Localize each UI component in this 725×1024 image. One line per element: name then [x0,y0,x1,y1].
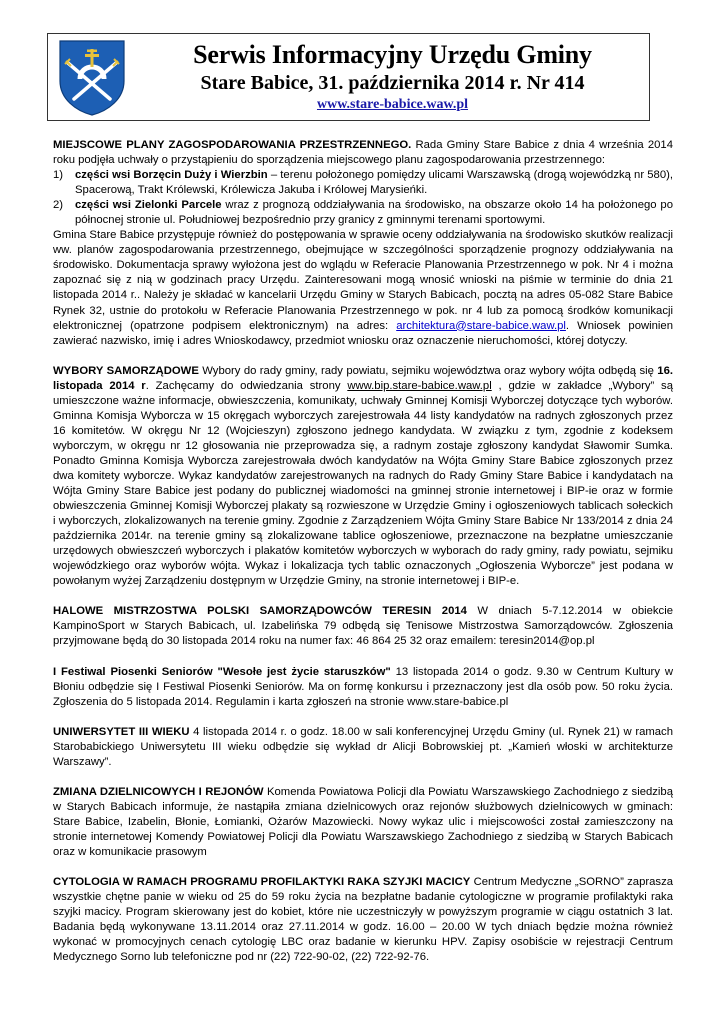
bip-link[interactable]: www.bip.stare-babice.waw.pl [347,379,492,392]
list-item-text: wraz z prognozą oddziaływania na środowisko, na obszarze około 14 ha położonego po północnej stronie ul. Południowej bezpośrednio przy granicy z gminnymi terenami sportowymi. [75,199,673,227]
section-text: W dniach 5-7.12.2014 w obiekcie KampinoSport w Starych Babicach, ul. Izabelińska 79 odbędą się Tenisowe Mistrzostwa Samorządowców. Zgłoszenia przyjmowane będą do 30 listopada 2014 roku na numer fax: 46 864 25 32 oraz emailem: teresin2014@op.pl [53,605,673,648]
section-heading: MIEJSCOWE PLANY ZAGOSPODAROWANIA PRZESTRZENNEGO. [53,139,412,151]
section-text-tail: . Wniosek powinien zawierać nazwisko, imię i adres Wnioskodawcy, przedmiot wniosku oraz oznaczenie nieruchomości, której dotyczy. [53,319,673,347]
email-link[interactable]: architektura@stare-babice.waw.pl [396,319,566,332]
newsletter-header [47,33,650,121]
list-number: 1) [53,169,64,182]
section-heading: CYTOLOGIA W RAMACH PROGRAMU PROFILAKTYKI RAKA SZYJKI MACICY [53,876,471,889]
section-zoning-plans [53,138,673,349]
newsletter-body [53,138,673,980]
section-elections [53,364,673,590]
section-text: , gdzie w zakładce „Wybory” są umieszczone ważne informacje, obwieszczenia, komunikaty, uchwały Gminnej Komisji Wyborczej dotyczące tych wyborów. Gminna Komisja Wyborcza w 15 okręgach wyborczych zarejestrowała 44 listy kandydatów na radnych zgłoszonych przez 16 komitetów. W okręgu Nr 12 (Wojcieszyn) zgłoszono jednego kandydata. W związku z tym, zgodnie z kodeksem wyborczym, w okręgu nr 12 głosowania nie przeprowadza się, a radnym zostaje zgłoszony kandydat Sławomir Sumka. Ponadto Gminna Komisja Wyborcza zarejestrowała dwóch kandydatów na Wójta Gminy Stare Babice zgłoszonych przez dwa komitety wyborcze. Wykaz kandydatów zarejestrowanych na radnych do Rady Gminy Stare Babice i kandydatach na Wójta Gminy Stare Babice jest podany do publicznej wiadomości na gminnej stronie internetowej i BIP-ie oraz w formie obwieszczenia Gminnej Komisji Wyborczej plakaty są rozwieszone w Urzędzie Gminy i ogłoszeniowych tablicach sołeckich i wyborczych, zlokalizowanych na terenie gminy. Zgodnie z Zarządzeniem Wójta Gminy Stare Babice Nr 133/2014 z dnia 24 października 2014r. na terenie gminy są zlokalizowane tablice ogłoszeniowe, przeznaczone na bezpłatne umieszczanie urzędowych obwieszczeń wyborczych i plakatów komitetów wyborczych w wyborach do rady gminy, rady powiatu, sejmiku wojewódzkiego oraz wyborów wójta. Wykaz i lokalizacja tych tablic oznaczonych „Ogłoszenia Wyborcze” jest podana w powołanym wyżej Zarządzeniu dostępnym w Urzędzie Gminy, na stronie internetowej i BIP-e. [53,379,673,588]
website-link[interactable]: www.stare-babice.waw.pl [316,97,469,112]
list-item [53,168,673,198]
election-date: 16. listopada 2014 r [53,364,673,392]
section-heading: UNIWERSYTET III WIEKU [53,725,190,738]
list-number: 2) [53,199,64,212]
section-text: Wybory do rady gminy, rady powiatu, sejmiku województwa oraz wybory wójta odbędą się [198,364,658,377]
issue-subtitle: Stare Babice, 31. października 2014 r. Nr 414 [200,72,585,94]
section-tennis-championship [53,604,673,649]
section-text: 4 listopada 2014 r. o godz. 18.00 w sali konferencyjnej Urzędu Gminy (ul. Rynek 21) w ramach Starobabickiego Uniwersytetu III wieku odbędzie się wykład dr Alicji Bobrowskiej pt. „Kamień włoski w architekturze Warszawy”. [53,725,673,768]
plan-list [53,168,673,228]
section-cytology [53,875,673,965]
section-heading: ZMIANA DZIELNICOWYCH I REJONÓW [53,785,264,798]
list-item-title: części wsi Zielonki Parcele [75,199,222,212]
section-text: . Zachęcamy do odwiedzania strony [145,379,348,392]
list-item [53,198,673,228]
section-text: Gmina Stare Babice przystępuje również do postępowania w sprawie oceny oddziaływania na środowisko skutków realizacji ww. planów zagospodarowania przestrzennego, obejmujące w szczególności sporządzenie prognozy oddziaływania na środowisko. Dokumentacja sprawy wyłożona jest do wglądu w Referacie Planowania Przestrzennego w pok. Nr 4 i można zapoznać się z nią w godzinach pracy Urzędu. Zainteresowani mogą wnosić wnioski na piśmie w terminie do dnia 21 listopada 2014 r.. Należy je składać w kancelarii Urzędu Gminy w Starych Babicach, pocztą na adres 05-082 Stare Babice Rynek 32, ustnie do protokołu w Referacie Planowania Przestrzennego w pok. nr 4 lub za pomocą środków komunikacji elektronicznej (opatrzone podpisem elektronicznym) na adres: [53,229,673,332]
section-intro: Rada Gminy Stare Babice z dnia 4 września 2014 roku podjęła uchwały o przystąpieniu do sporządzenia miejscowego planu zagospodarowania przestrzennego: [53,139,673,167]
section-seniors-festival [53,665,673,710]
section-heading: I Festiwal Piosenki Seniorów "Wesołe jest życie staruszków" [53,665,391,678]
section-third-age-university [53,725,673,770]
header-title-block [140,40,645,114]
list-item-title: części wsi Borzęcin Duży i Wierzbin [75,169,268,182]
section-text: 13 listopada 2014 o godz. 9.30 w Centrum Kultury w Błoniu odbędzie się I Festiwal Piosenki Seniorów. Ma on formę konkursu i przeznaczony jest dla osób pow. 50 roku życia. Zgłoszenia do 5 listopada 2014. Regulamin i karta zgłoszeń na stronie www.stare-babice.pl [53,665,673,708]
coat-of-arms-icon [52,37,132,117]
section-heading: WYBORY SAMORZĄDOWE [53,364,199,377]
section-text: Komenda Powiatowa Policji dla Powiatu Warszawskiego Zachodniego z siedzibą w Starych Babicach informuje, że nastąpiła zmiana dzielnicowych oraz rejonów służbowych dzielnicowych w gminach: Stare Babice, Izabelin, Błonie, Łomianki, Ożarów Mazowiecki. Nowy wykaz ulic i miejscowości został zamieszczony na stronie internetowej Komendy Powiatowej Policji dla Powiatu Warszawskiego Zachodniego z siedzibą w Starych Babicach oraz w komunikacie prasowym [53,785,673,858]
list-item-text: – terenu położonego pomiędzy ulicami Warszawską (drogą wojewódzką nr 580), Spacerową, Trakt Królewski, Królewicza Jakuba i Królowej Marysieńki. [75,169,673,197]
section-heading: HALOWE MISTRZOSTWA POLSKI SAMORZĄDOWCÓW TERESIN 2014 [53,605,467,618]
section-text: Centrum Medyczne „SORNO” zaprasza wszystkie chętne panie w wieku od 25 do 59 roku życia na bezpłatne badanie cytologiczne w programie profilaktyki raka szyjki macicy. Program skierowany jest do kobiet, które nie uczestniczyły w powyższym programie w ciągu ostatnich 3 lat. Badania będą wykonywane 13.11.2014 oraz 27.11.2014 w godz. 16.00 – 20.00 W tych dniach będzie można również wykonać w promocyjnych cenach cytologię LBC oraz badanie w kierunku HPV. Zapisy osobiście w rejestracji Centrum Medycznego Sorno lub telefoniczne pod nr (22) 722-90-02, (22) 722-92-76. [53,876,674,964]
page-title: Serwis Informacyjny Urzędu Gminy [193,40,592,69]
section-police-districts [53,785,673,860]
